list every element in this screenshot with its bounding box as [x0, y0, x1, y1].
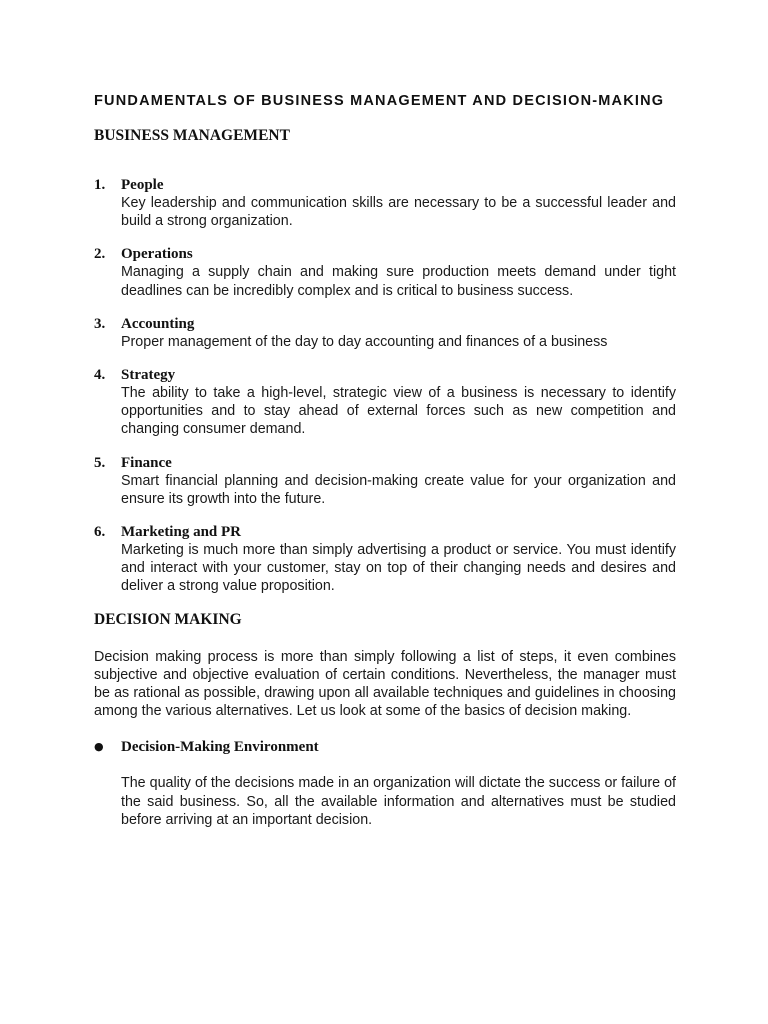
list-item-title: Finance: [121, 454, 172, 471]
list-item-finance: [94, 454, 676, 508]
list-item-title: People: [121, 177, 164, 193]
list-item-accounting: [94, 315, 676, 351]
list-item-title: Marketing and PR: [121, 524, 241, 541]
list-item-text: Smart financial planning and decision-making create value for your organization and ensure its growth into the future.: [121, 472, 676, 507]
list-item-title: Operations: [121, 246, 193, 263]
decision-making-paragraph: Decision making process is more than simply following a list of steps, it even combines subjective and objective evaluation of certain conditions. Nevertheless, the manager must be as rational as possible, drawing upon all available techniques and guidelines in choosing among the various alternatives. Let us look at some of the basics of decision making.: [94, 648, 676, 720]
bullet-dot-icon: ●: [94, 740, 104, 754]
section-heading-business-management: BUSINESS MANAGEMENT: [94, 127, 290, 144]
list-item-text: Proper management of the day to day accounting and finances of a business: [121, 333, 608, 350]
list-number: 4.: [94, 367, 106, 384]
list-item-text: Key leadership and communication skills are necessary to be a successful leader and build a strong organization.: [121, 195, 676, 230]
list-number: 3.: [94, 315, 106, 332]
list-item-marketing-and-pr: [94, 523, 676, 596]
list-number: 1.: [94, 177, 106, 193]
list-item-title: Accounting: [121, 315, 195, 332]
section-heading-decision-making: DECISION MAKING: [94, 610, 242, 628]
bullet-title: Decision-Making Environment: [121, 739, 319, 756]
list-item-text: Managing a supply chain and making sure production meets demand under tight deadlines can be incredibly complex and is critical to business success.: [121, 264, 676, 299]
list-number: 6.: [94, 524, 106, 541]
document-title: FUNDAMENTALS OF BUSINESS MANAGEMENT AND DECISION-MAKING: [94, 93, 665, 109]
list-item-title: Strategy: [121, 367, 176, 384]
list-item-people: [94, 176, 676, 230]
bullet-text: The quality of the decisions made in an organization will dictate the success or failure of the said business. So, all the available information and alternatives must be studied before arriving at an important decision.: [121, 775, 676, 828]
list-item-operations: [94, 245, 676, 299]
bullet-item-decision-making-environment: [94, 738, 676, 829]
business-management-list: [94, 176, 676, 596]
list-number: 2.: [94, 246, 106, 263]
list-item-text: Marketing is much more than simply advertising a product or service. You must identify and interact with your customer, stay on top of their changing needs and desires and deliver a strong value proposition.: [121, 542, 676, 595]
list-item-text: The ability to take a high-level, strategic view of a business is necessary to identify opportunities and to stay ahead of external forces such as new competition and changing consumer demand.: [121, 385, 676, 438]
document-page: [94, 90, 676, 829]
list-number: 5.: [94, 454, 106, 471]
list-item-strategy: [94, 366, 676, 439]
